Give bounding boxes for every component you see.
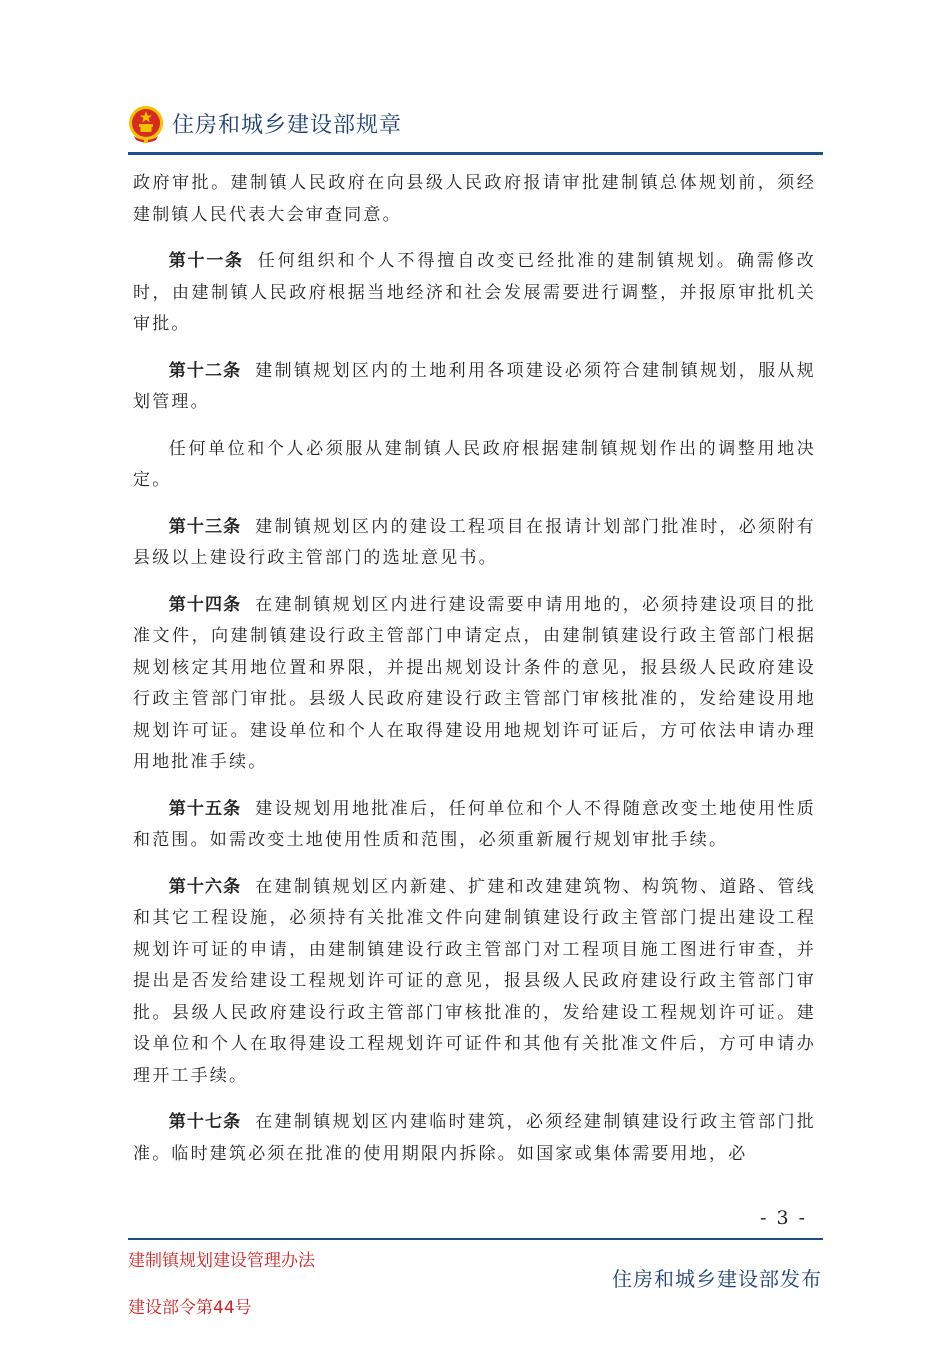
document-body: [133, 168, 816, 1185]
article-number: 第十四条: [168, 594, 242, 615]
paragraph-text: 在建制镇规划区内进行建设需要申请用地的，必须持建设项目的批准文件，向建制镇建设行政主管部门申请定点，由建制镇建设行政主管部门根据规划核定其用地位置和界限，并提出规划设计条件的意见，报县级人民政府建设行政主管部门审批。县级人民政府建设行政主管部门审核批准的，发给建设用地规划许可证。建设单位和个人在取得建设用地规划许可证后，方可依法申请办理用地批准手续。: [133, 594, 816, 772]
article-paragraph: [133, 356, 816, 419]
footer-doc-title: 建制镇规划建设管理办法: [128, 1251, 315, 1271]
footer-order-number: 建设部令第44号: [128, 1298, 252, 1318]
paragraph-text: 任何单位和个人必须服从建制镇人民政府根据建制镇规划作出的调整用地决定。: [133, 438, 816, 490]
header-title: 住房和城乡建设部规章: [172, 113, 403, 138]
article-paragraph: [133, 794, 816, 857]
page-header: [128, 102, 823, 156]
paragraph-text: 任何组织和个人不得擅自改变已经批准的建制镇规划。确需修改时，由建制镇人民政府根据当地经济和社会发展需要进行调整，并报原审批机关审批。: [133, 251, 816, 334]
footer-divider: [128, 1238, 823, 1240]
article-number: 第十三条: [168, 516, 242, 537]
article-number: 第十二条: [168, 360, 242, 381]
article-paragraph: [133, 512, 816, 575]
paragraph-text: 建制镇规划区内的建设工程项目在报请计划部门批准时，必须附有县级以上建设行政主管部门的选址意见书。: [133, 516, 816, 568]
paragraph-text: 在建制镇规划区内新建、扩建和改建建筑物、构筑物、道路、管线和其它工程设施，必须持有关批准文件向建制镇建设行政主管部门提出建设工程规划许可证的申请，由建制镇建设行政主管部门对工程项目施工图进行审查，并提出是否发给建设工程规划许可证的意见，报县级人民政府建设行政主管部门审批。县级人民政府建设行政主管部门审核批准的，发给建设工程规划许可证。建设单位和个人在取得建设工程规划许可证件和其他有关批准文件后，方可申请办理开工手续。: [133, 876, 816, 1086]
paragraph-text: 建制镇规划区内的土地利用各项建设必须符合建制镇规划，服从规划管理。: [133, 360, 816, 412]
article-number: 第十一条: [168, 251, 244, 271]
paragraph-text: 建设规划用地批准后，任何单位和个人不得随意改变土地使用性质和范围。如需改变土地使用性质和范围，必须重新履行规划审批手续。: [133, 798, 816, 850]
paragraph: [133, 434, 816, 497]
article-paragraph: [133, 590, 816, 779]
article-paragraph: [133, 872, 816, 1093]
article-number: 第十七条: [168, 1112, 242, 1132]
article-number: 第十六条: [168, 876, 242, 897]
paragraph: [133, 168, 816, 231]
article-paragraph: [133, 246, 816, 341]
paragraph-text: 政府审批。建制镇人民政府在向县级人民政府报请审批建制镇总体规划前，须经建制镇人民代表大会审查同意。: [133, 173, 816, 225]
national-emblem-icon: [128, 104, 164, 144]
page-number: - 3 -: [760, 1207, 808, 1229]
header-divider: [128, 152, 823, 155]
article-paragraph: [133, 1107, 816, 1170]
paragraph-text: 在建制镇规划区内建临时建筑，必须经建制镇建设行政主管部门批准。临时建筑必须在批准的使用期限内拆除。如国家或集体需要用地，必: [133, 1112, 816, 1164]
article-number: 第十五条: [168, 798, 242, 819]
footer-publisher: 住房和城乡建设部发布: [612, 1267, 822, 1291]
